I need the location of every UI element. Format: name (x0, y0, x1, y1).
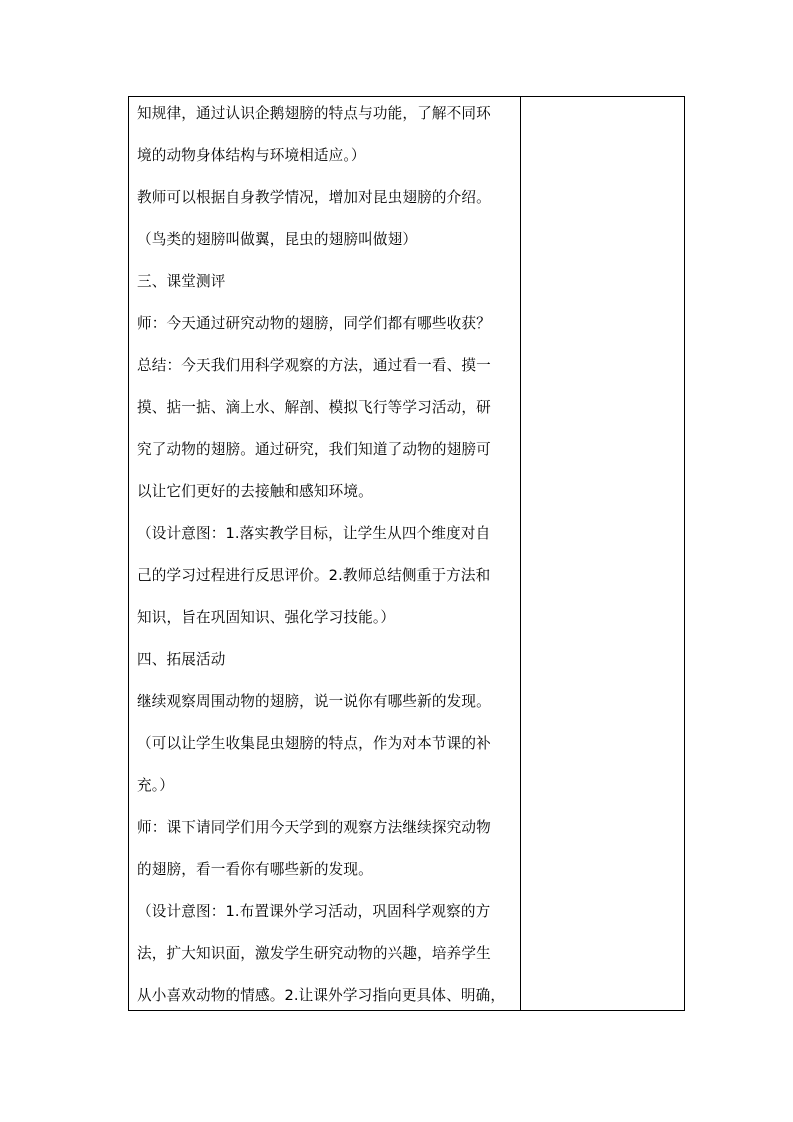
text-line: 以让它们更好的去接触和感知环境。 (137, 483, 373, 500)
text-line: （设计意图：1.落实教学目标，让学生从四个维度对自 (137, 525, 491, 542)
section-heading: 三、课堂测评 (137, 273, 226, 290)
text-line: 的翅膀，看一看你有哪些新的发现。 (137, 861, 373, 878)
text-line: 己的学习过程进行反思评价。2.教师总结侧重于方法和 (137, 567, 491, 584)
text-line: （鸟类的翅膀叫做翼，昆虫的翅膀叫做翅） (137, 231, 418, 248)
text-line: 摸、掂一掂、滴上水、解剖、模拟飞行等学习活动，研 (137, 399, 491, 416)
text-line: 境的动物身体结构与环境相适应。） (137, 147, 366, 164)
text-line: 究了动物的翅膀。通过研究，我们知道了动物的翅膀可 (137, 441, 491, 458)
section-heading: 四、拓展活动 (137, 651, 226, 668)
text-line: 师：课下请同学们用今天学到的观察方法继续探究动物 (137, 819, 491, 836)
table-cell-empty (521, 97, 685, 1010)
text-line: 总结：今天我们用科学观察的方法，通过看一看、摸一 (137, 357, 491, 374)
text-line: 教师可以根据自身教学情况，增加对昆虫翅膀的介绍。 (137, 189, 491, 206)
text-line: 从小喜欢动物的情感。2.让课外学习指向更具体、明确， (137, 987, 506, 1004)
table-cell-content (137, 97, 517, 1010)
text-line: 知识，旨在巩固知识、强化学习技能。） (137, 609, 396, 626)
text-line: 充。） (137, 777, 174, 794)
text-line: （可以让学生收集昆虫翅膀的特点，作为对本节课的补 (137, 735, 491, 752)
lesson-plan-table (128, 96, 685, 1011)
text-line: 知规律，通过认识企鹅翅膀的特点与功能，了解不同环 (137, 105, 491, 122)
text-line: （设计意图：1.布置课外学习活动，巩固科学观察的方 (137, 903, 491, 920)
text-line: 继续观察周围动物的翅膀，说一说你有哪些新的发现。 (137, 693, 491, 710)
text-line: 法，扩大知识面，激发学生研究动物的兴趣，培养学生 (137, 945, 491, 962)
text-line: 师：今天通过研究动物的翅膀，同学们都有哪些收获？ (137, 315, 491, 332)
